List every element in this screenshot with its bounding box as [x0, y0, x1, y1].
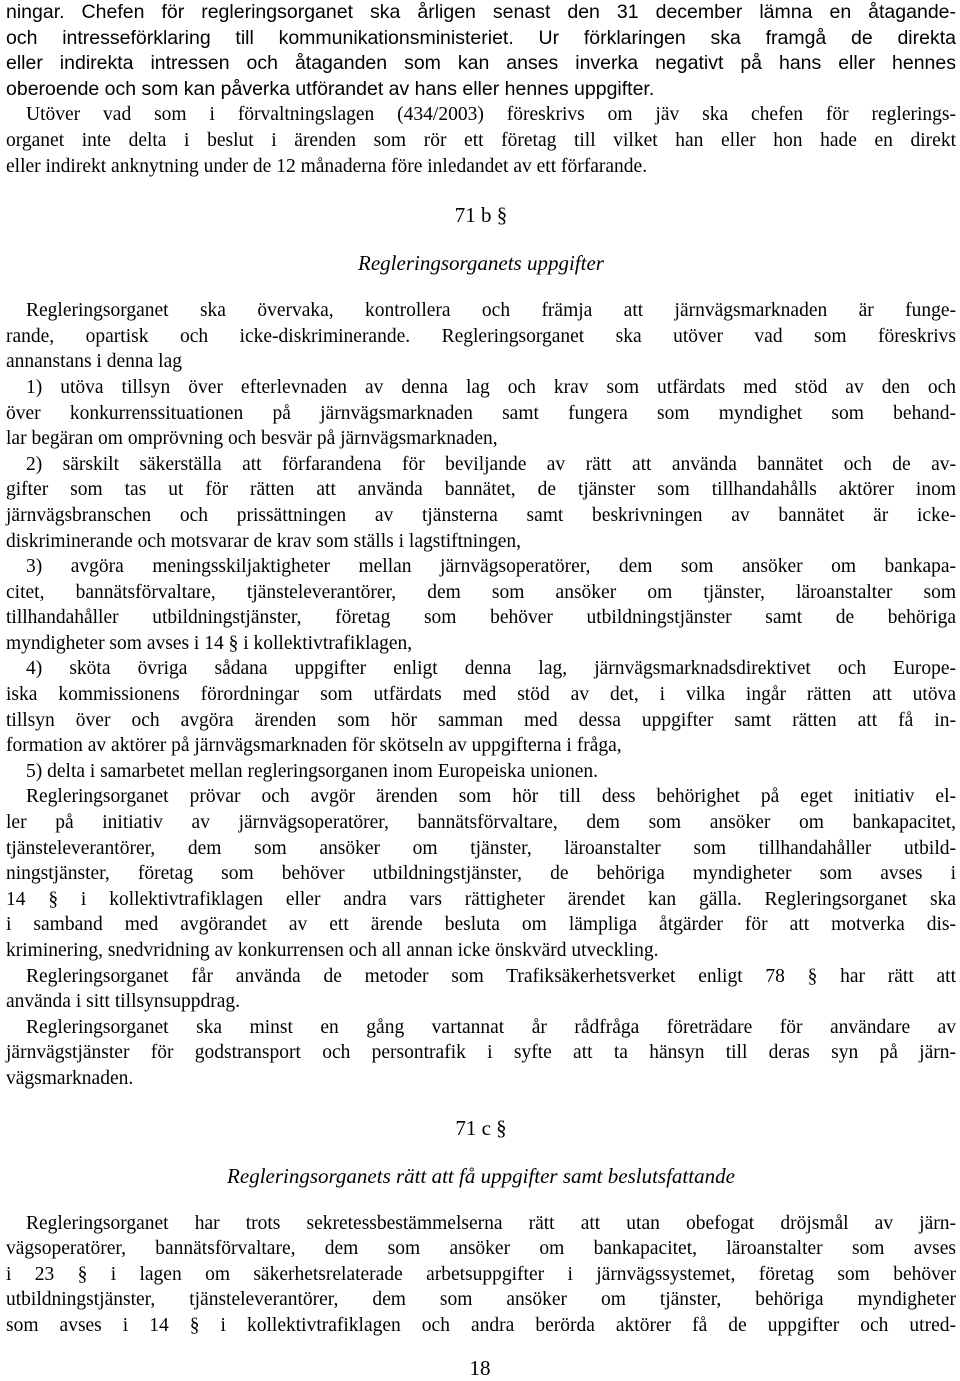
- text-line: vägsmarknaden.: [6, 1067, 134, 1089]
- text-line: diskriminerande och motsvarar de krav som ställs i lagstiftningen,: [6, 530, 522, 552]
- text-line: annanstans i denna lag: [6, 351, 182, 373]
- text-line: Regleringsorganet ska övervaka, kontrollera och främja att järnvägsmarknaden är funge-: [26, 300, 956, 322]
- text-line: kriminering, snedvridning av konkurrensen och all annan icke önskvärd utveckling.: [6, 940, 659, 961]
- text-line: Utöver vad som i förvaltningslagen (434/2003) föreskrivs om jäv ska chefen för reglerings-: [26, 104, 956, 126]
- text-line: använda i sitt tillsynsuppdrag.: [6, 991, 240, 1013]
- text-line: som avses i 14 § i kollektivtrafiklagen och andra berörda aktörer få de uppgifter och utred-: [6, 1314, 956, 1336]
- text-line: citet, bannätsförvaltare, tjänsteleverantörer, dem som ansöker om tjänster, läroanstalter som: [6, 581, 956, 603]
- text-line: och intresseförklaring till kommunikationsministeriet. Ur förklaringen ska framgå de direkta: [6, 26, 956, 49]
- text-line: järnvägsbranschen och prissättningen av tjänsterna samt beskrivningen av bannätet är icke-: [6, 504, 956, 526]
- text-line: eller indirekta intressen och åtaganden som kan anses inverka negativt på hans eller hennes: [6, 52, 956, 75]
- text-line: utbildningstjänster, tjänsteleverantörer, dem som ansöker om tjänster, behöriga myndigheter: [6, 1289, 956, 1311]
- text-line: ler på initiativ av järnvägsoperatörer, bannätsförvaltare, dem som ansöker om bankapacitet,: [6, 812, 956, 834]
- text-line: vägsoperatörer, bannätsförvaltare, dem som ansöker om bankapacitet, läroanstalter som avses: [6, 1238, 956, 1260]
- text-line: myndigheter som avses i 14 § i kollektivtrafiklagen,: [6, 632, 413, 654]
- text-line: över konkurrenssituationen på järnvägsmarknaden samt fungera som myndighet som behand-: [6, 402, 956, 424]
- text-line: ningstjänster, företag som behöver utbildningstjänster, de behöriga myndigheter som avses i: [6, 863, 956, 885]
- text-line: 4) sköta övriga sådana uppgifter enligt denna lag, järnvägsmarknadsdirektivet och Europe-: [26, 658, 956, 680]
- section-71c-body: [6, 1211, 956, 1339]
- text-line: tillsyn över och avgöra ärenden som hör samman med dessa uppgifter samt rätten att få in-: [6, 709, 956, 731]
- section-71b-body: [6, 298, 956, 1091]
- text-line: iska kommissionens förordningar som utfärdats med stöd av det, i vilka ingår rätten att utöva: [6, 684, 956, 706]
- text-line: rande, opartisk och icke-diskriminerande. Regleringsorganet ska utöver vad som föreskrivs: [6, 325, 956, 347]
- text-line: Regleringsorganet prövar och avgör ärenden som hör till dess behörighet på eget initiativ el-: [26, 786, 956, 808]
- text-line: Regleringsorganet har trots sekretessbestämmelserna rätt att utan obefogat dröjsmål av järn-: [26, 1212, 956, 1234]
- text-line: lar begäran om omprövning och besvär på järnvägsmarknaden,: [6, 428, 498, 450]
- intro-serif-paragraph: [6, 102, 956, 179]
- text-line: Regleringsorganet ska minst en gång vartannat år rådfråga företrädare för användare av: [26, 1016, 956, 1038]
- text-line: formation av aktörer på järnvägsmarknaden för skötseln av uppgifterna i fråga,: [6, 735, 622, 757]
- section-71c-title: Regleringsorganets rätt att få uppgifter samt beslutsfattande: [227, 1163, 735, 1188]
- text-line: tjänsteleverantörer, dem som ansöker om tjänster, läroanstalter som tillhandahåller utbild-: [6, 837, 956, 859]
- text-line: organet inte delta i beslut i ärenden som rör ett företag till vilket han eller hon hade en direkt: [6, 129, 956, 151]
- text-line: 14 § i kollektivtrafiklagen eller andra vars rättigheter ärendet kan gälla. Regleringsorganet ska: [6, 888, 956, 910]
- text-line: i samband med avgörandet av ett ärende besluta om lämpliga åtgärder för att motverka dis-: [6, 914, 956, 936]
- intro-sans-paragraph: [6, 0, 956, 102]
- text-line: 2) särskilt säkerställa att förfarandena för beviljande av rätt att använda bannätet och de av-: [26, 453, 956, 475]
- text-line: 5) delta i samarbetet mellan regleringsorganen inom Europeiska unionen.: [26, 760, 599, 782]
- section-71b-title: Regleringsorganets uppgifter: [358, 251, 604, 276]
- text-line: 3) avgöra meningsskiljaktigheter mellan järnvägsoperatörer, dem som ansöker om bankapa-: [26, 556, 956, 578]
- text-line: i 23 § i lagen om säkerhetsrelaterade arbetsuppgifter i järnvägssystemet, företag som behöver: [6, 1263, 956, 1285]
- text-line: Regleringsorganet får använda de metoder som Trafiksäkerhetsverket enligt 78 § har rätt att: [26, 965, 956, 987]
- text-line: tillhandahåller utbildningstjänster, företag som behöver utbildningstjänster samt de behöriga: [6, 607, 956, 629]
- text-line: gifter som tas ut för rätten att använda bannätet, de tjänster som tillhandahålls aktörer inom: [6, 479, 956, 501]
- text-line: eller indirekt anknytning under de 12 månaderna före inledandet av ett förfarande.: [6, 155, 648, 177]
- text-line: järnvägstjänster för godstransport och persontrafik i syfte att ta hänsyn till deras syn på järn-: [6, 1042, 956, 1064]
- text-line: oberoende och som kan påverka utförandet av hans eller hennes uppgifter.: [6, 77, 655, 100]
- text-line: 1) utöva tillsyn över efterlevnaden av denna lag och krav som utfärdats med stöd av den och: [26, 376, 956, 398]
- text-line: ningar. Chefen för regleringsorganet ska årligen senast den 31 december lämna en åtagande-: [6, 1, 956, 23]
- page-number: 18: [469, 1356, 491, 1380]
- section-71c-number: 71 c §: [455, 1115, 507, 1140]
- section-71b-number: 71 b §: [454, 203, 508, 228]
- document-page: [6, 0, 956, 1339]
